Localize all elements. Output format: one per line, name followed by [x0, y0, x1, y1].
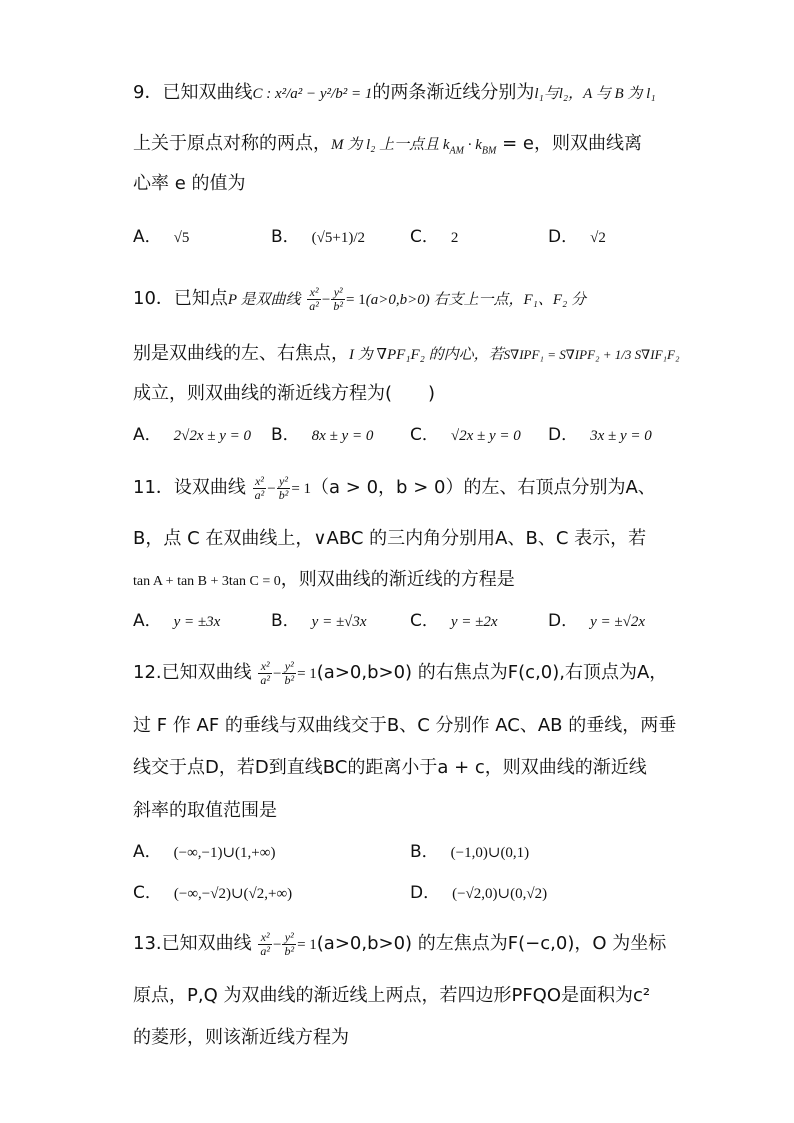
frac-den: a² [260, 943, 270, 958]
option-text: y = ±√2x [590, 614, 645, 630]
option-text: √5 [173, 230, 190, 246]
q10-incenter: I 为 ∇PF₁F₂ 的内心，若 [349, 347, 504, 363]
frac-den: b² [333, 298, 343, 313]
q10-frac-y [331, 286, 345, 313]
minus-sign: − [267, 481, 276, 497]
q10-point: P 是双曲线 [227, 292, 301, 308]
frac-num: y² [284, 658, 294, 673]
q12-line-1 [133, 659, 667, 688]
q11-option-d[interactable] [548, 608, 645, 635]
q9-sub-bm: BM [481, 145, 497, 157]
q11-frac-y [277, 475, 291, 502]
q13-text-2: 原点，P,Q 为双曲线的渐近线上两点，若四边形PFQO是面积为c² [133, 985, 651, 1006]
option-label: A． [133, 842, 162, 862]
option-text: (−√2,0)∪(0,√2) [452, 886, 548, 902]
q11-line-3 [133, 566, 515, 596]
option-label: B． [271, 227, 300, 247]
q11-question: ，则双曲线的渐近线的方程是 [280, 569, 515, 590]
option-label: B． [271, 425, 300, 445]
frac-den: a² [254, 487, 265, 502]
q9-text-3: = e，则双曲线离 [496, 133, 642, 154]
q11-line-1 [133, 474, 656, 503]
q10-cond: (a>0,b>0) 右支上一点， [365, 292, 524, 308]
option-text: 2 [450, 230, 459, 246]
q13-frac-x [258, 931, 272, 958]
q9-sub-am: AM [449, 145, 464, 157]
q13-line-1 [133, 930, 666, 959]
q10-line-3 [133, 380, 435, 408]
q12-line-4 [133, 797, 277, 825]
equals-one: = 1 [297, 666, 317, 682]
option-text: (−∞,−√2)∪(√2,+∞) [173, 886, 293, 902]
frac-num: x² [260, 658, 270, 673]
option-text: 8x ± y = 0 [311, 428, 374, 444]
q9-question: 心率 e 的值为 [133, 173, 246, 194]
option-text: (√5+1)/2 [311, 230, 366, 246]
frac-den: b² [284, 943, 295, 958]
q9-option-a[interactable] [133, 224, 189, 251]
q10-option-c[interactable] [410, 422, 521, 449]
q9-line-1 [133, 79, 656, 108]
option-text: 3x ± y = 0 [590, 428, 652, 444]
q12-frac-y [282, 660, 296, 687]
q10-foci: F₁、F₂ 分 [523, 292, 586, 308]
q13-line-2 [133, 982, 650, 1010]
q9-hyperbola-eq: C : x²/a² − y²/b² = 1 [252, 86, 373, 102]
q10-option-b[interactable] [271, 422, 373, 449]
q12-text-2: 过 F 作 AF 的垂线与双曲线交于B、C 分别作 AC、AB 的垂线，两垂 [133, 715, 677, 736]
q9-lines: l₁与l₂， [534, 86, 584, 102]
option-text: (−∞,−1)∪(1,+∞) [173, 845, 276, 861]
q13-line-3 [133, 1024, 349, 1052]
option-label: D． [410, 883, 441, 903]
frac-num: x² [260, 929, 270, 944]
q9-points: A 与 B 为 l₁ [583, 86, 656, 102]
frac-num: y² [279, 473, 288, 488]
q12-frac-x [258, 660, 272, 687]
equals-one: = 1 [297, 937, 317, 953]
option-label: C． [410, 611, 439, 631]
q9-text-2: 上关于原点对称的两点， [133, 133, 331, 154]
q11-text: （a > 0，b > 0）的左、右顶点分别为A、 [311, 477, 656, 498]
option-text: √2x ± y = 0 [450, 428, 521, 444]
minus-sign: − [321, 292, 331, 308]
frac-den: b² [284, 672, 295, 687]
q9-text: 的两条渐近线分别为 [372, 82, 535, 103]
frac-num: y² [284, 929, 294, 944]
minus-sign: − [272, 937, 282, 953]
option-label: A． [133, 611, 162, 631]
q11-text-3: ∨ABC 的三内角分别用A、B、C 表示，若 [313, 528, 647, 549]
q11-frac-x [253, 475, 267, 502]
option-text: y = ±√3x [311, 614, 367, 630]
q12-option-b[interactable] [410, 839, 529, 866]
equals-one: = 1 [291, 481, 312, 497]
q12-text: (a>0,b>0) 的右焦点为F(c,0),右顶点为A， [316, 662, 668, 683]
q9-number: 9．已知双曲线 [133, 82, 253, 103]
option-label: D． [548, 227, 579, 247]
q10-line-1 [133, 285, 586, 314]
q13-question: 的菱形，则该渐近线方程为 [133, 1027, 349, 1048]
q11-option-c[interactable] [410, 608, 498, 635]
q12-option-a[interactable] [133, 839, 275, 866]
q13-text: (a>0,b>0) 的左焦点为F(−c,0)，O 为坐标 [316, 933, 667, 954]
option-label: B． [271, 611, 300, 631]
q10-option-a[interactable] [133, 422, 251, 449]
q10-option-d[interactable] [548, 422, 652, 449]
q10-area-eq: S∇IPF₁ = S∇IPF₂ + 1/3 S∇IF₁F₂ [503, 347, 680, 362]
q11-line-2 [133, 525, 646, 553]
frac-den: a² [260, 672, 270, 687]
q9-line-2 [133, 130, 642, 166]
frac-num: y² [333, 284, 343, 299]
q12-question: 斜率的取值范围是 [133, 800, 277, 821]
q12-option-c[interactable] [133, 880, 292, 907]
q9-dot: · k [464, 137, 482, 153]
equals-one: = 1 [345, 292, 366, 308]
q9-option-c[interactable] [410, 224, 458, 251]
option-label: A． [133, 425, 162, 445]
minus-sign: − [272, 666, 282, 682]
option-label: C． [133, 883, 162, 903]
option-text: (−1,0)∪(0,1) [450, 845, 530, 861]
option-label: D． [548, 611, 579, 631]
q10-text: 别是双曲线的左、右焦点， [133, 343, 349, 364]
option-label: A． [133, 227, 162, 247]
option-text: y = ±3x [173, 614, 221, 630]
q11-text-2: B，点 C 在双曲线上， [133, 528, 314, 549]
q9-condition: M 为 l₂ 上一点且 k [331, 137, 450, 153]
q11-number: 11．设双曲线 [133, 477, 246, 498]
q12-line-3 [133, 754, 647, 782]
q9-option-b[interactable] [271, 224, 365, 251]
frac-den: a² [309, 298, 319, 313]
q9-option-d[interactable] [548, 224, 606, 251]
q12-number: 12.已知双曲线 [133, 662, 252, 683]
option-label: C． [410, 227, 439, 247]
q12-option-d[interactable] [410, 880, 547, 907]
frac-num: x² [254, 473, 264, 488]
option-label: B． [410, 842, 439, 862]
option-text: √2 [590, 230, 606, 246]
q10-number: 10．已知点 [133, 288, 228, 309]
q12-text-3: 线交于点D，若D到直线BC的距离小于a + c，则双曲线的渐近线 [133, 757, 647, 778]
q12-line-2 [133, 712, 676, 740]
frac-num: x² [309, 284, 319, 299]
option-text: y = ±2x [450, 614, 498, 630]
q13-number: 13.已知双曲线 [133, 933, 252, 954]
q9-line-3 [133, 170, 246, 198]
q10-question: 成立，则双曲线的渐近线方程为( ) [133, 383, 436, 404]
q11-option-b[interactable] [271, 608, 367, 635]
q13-frac-y [282, 931, 296, 958]
q11-option-a[interactable] [133, 608, 220, 635]
option-label: D． [548, 425, 579, 445]
frac-den: b² [278, 487, 289, 502]
option-text: 2√2x ± y = 0 [173, 428, 252, 444]
q11-tan-eq: tan A + tan B + 3tan C = 0 [133, 574, 281, 589]
q10-line-2 [133, 340, 680, 369]
q10-frac-x [307, 286, 321, 313]
option-label: C． [410, 425, 439, 445]
